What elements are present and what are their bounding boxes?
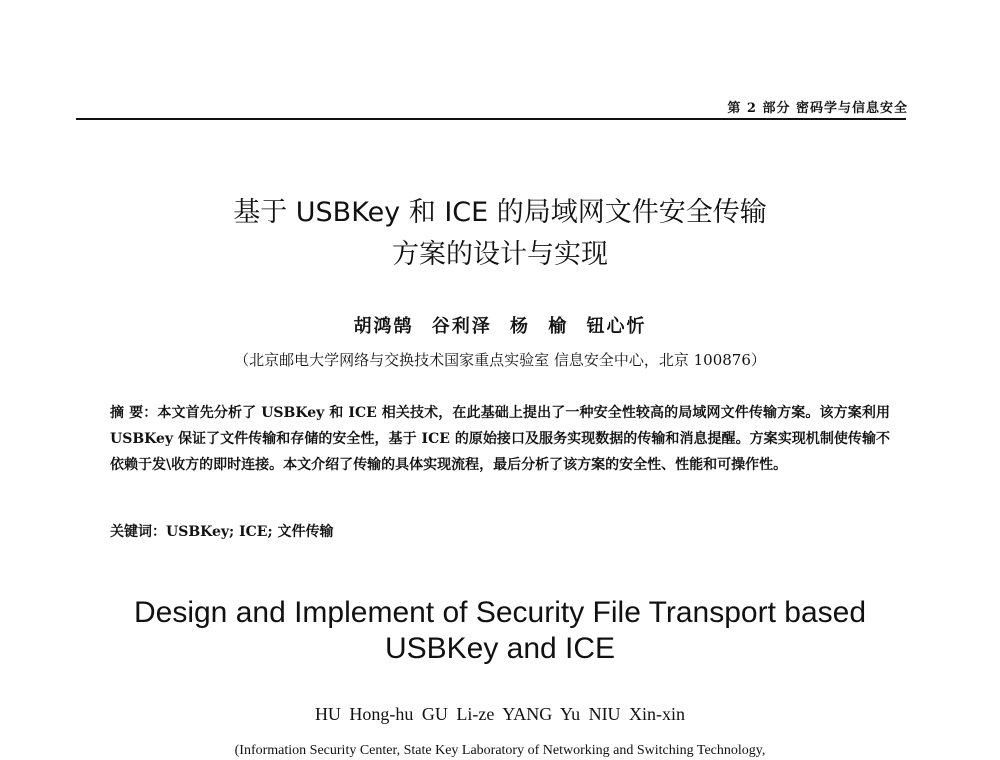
chinese-keywords xyxy=(110,520,334,544)
english-title xyxy=(0,595,1000,667)
english-title-line-1: Design and Implement of Security File Transport based xyxy=(133,596,867,629)
chinese-title-line-1: 基于 USBKey 和 ICE 的局域网文件安全传输 xyxy=(233,197,767,228)
chinese-affiliation: （北京邮电大学网络与交换技术国家重点实验室 信息安全中心，北京 100876） xyxy=(234,351,766,369)
chinese-abstract xyxy=(110,400,890,478)
header-rule xyxy=(76,118,906,120)
keywords-label: 关键词： xyxy=(110,524,166,540)
chinese-authors: 胡鸿鹄 谷利泽 杨 榆 钮心忻 xyxy=(353,316,647,337)
english-affiliation: (Information Security Center, State Key Laboratory of Networking and Switching Technology, xyxy=(234,743,766,758)
chinese-title xyxy=(0,192,1000,276)
running-head: 第 2 部分 密码学与信息安全 xyxy=(727,101,908,116)
chinese-title-line-2: 方案的设计与实现 xyxy=(392,239,608,270)
keywords-text: USBKey; ICE; 文件传输 xyxy=(166,524,334,540)
abstract-text: 本文首先分析了 USBKey 和 ICE 相关技术，在此基础上提出了一种安全性较高的局域网文件传输方案。该方案利用 USBKey 保证了文件传输和存储的安全性，基于 ICE 的原始接口及服务实现数据的传输和消息提醒。方案实现机制使传输不依赖于发\收方的即时连接。本文介绍了传输的具体实现流程，最后分析了该方案的安全性、性能和可操作性。 xyxy=(110,405,891,473)
english-title-line-2: USBKey and ICE xyxy=(384,632,616,665)
abstract-label: 摘 要： xyxy=(110,405,158,421)
english-authors: HU Hong-hu GU Li-ze YANG Yu NIU Xin-xin xyxy=(314,704,686,724)
